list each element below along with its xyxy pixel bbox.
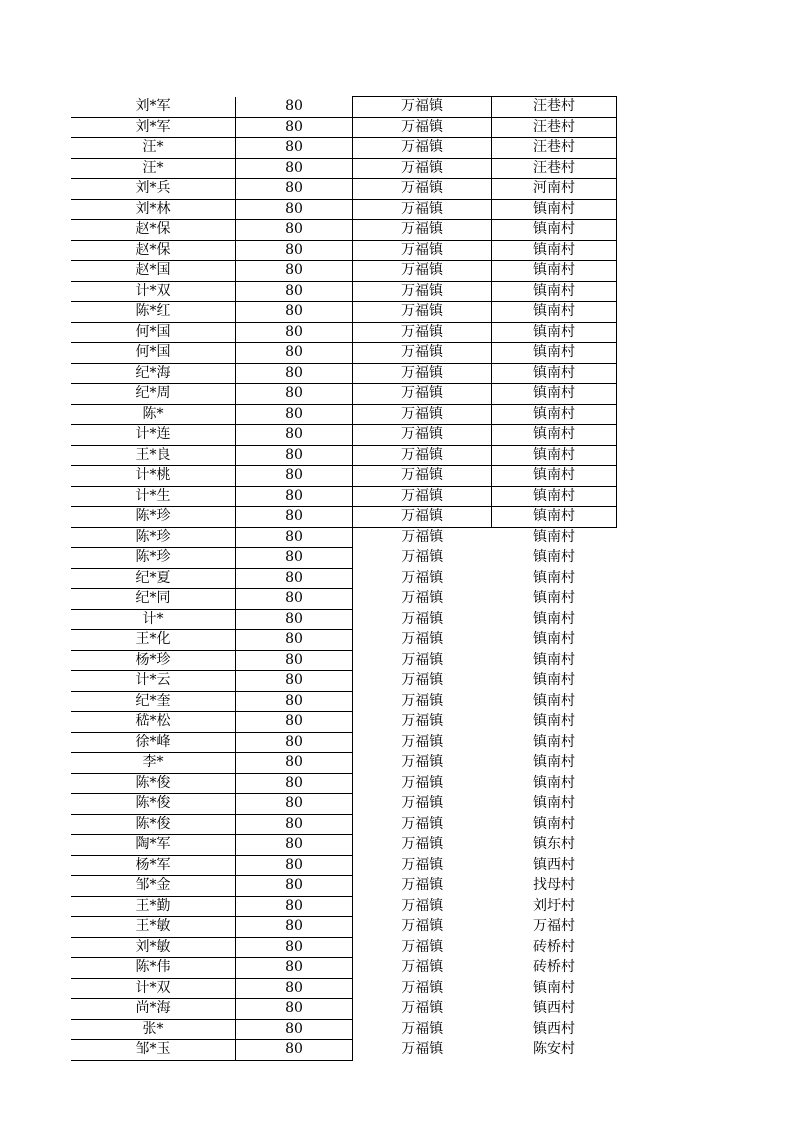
table-row	[71, 1019, 617, 1040]
amount-cell: 80	[236, 199, 353, 220]
village-cell: 万福村	[533, 918, 575, 935]
town-cell: 万福镇	[353, 363, 492, 384]
town-cell: 万福镇	[401, 713, 444, 730]
amount-cell: 80	[236, 609, 353, 630]
name-cell: 刘*兵	[71, 179, 236, 200]
village-cell: 砖桥村	[533, 938, 575, 955]
table-row	[71, 876, 617, 897]
village-cell: 汪巷村	[492, 138, 617, 159]
table-row	[71, 199, 617, 220]
name-cell: 赵*保	[71, 240, 236, 261]
town-cell: 万福镇	[401, 836, 444, 853]
amount-cell: 80	[236, 240, 353, 261]
table-row	[71, 425, 617, 446]
name-cell: 陈*俊	[71, 794, 236, 815]
village-cell: 镇南村	[533, 692, 575, 709]
table-row	[71, 999, 617, 1020]
name-cell: 陶*军	[71, 835, 236, 856]
village-cell: 镇南村	[533, 529, 575, 545]
village-cell: 镇南村	[492, 302, 617, 323]
amount-cell: 80	[236, 650, 353, 671]
table-row	[71, 814, 617, 835]
table-row	[71, 363, 617, 384]
name-cell: 赵*保	[71, 220, 236, 241]
table-row	[71, 404, 617, 425]
village-cell: 镇南村	[533, 610, 575, 627]
amount-cell: 80	[236, 671, 353, 692]
table-row	[71, 548, 617, 569]
name-cell: 邹*玉	[71, 1040, 236, 1061]
town-cell: 万福镇	[353, 97, 492, 118]
village-cell: 镇西村	[533, 856, 575, 873]
amount-cell: 80	[236, 261, 353, 282]
town-cell: 万福镇	[401, 754, 444, 771]
table-row	[71, 384, 617, 405]
village-cell: 镇南村	[492, 322, 617, 343]
table-row	[71, 589, 617, 610]
name-cell: 李*	[71, 753, 236, 774]
amount-cell: 80	[236, 978, 353, 999]
village-cell: 砖桥村	[533, 959, 575, 976]
village-cell: 镇南村	[533, 713, 575, 730]
table-row	[71, 896, 617, 917]
town-cell: 万福镇	[353, 466, 492, 487]
table-row	[71, 97, 617, 118]
town-cell: 万福镇	[401, 1000, 444, 1017]
name-cell: 张*	[71, 1019, 236, 1040]
table-row	[71, 671, 617, 692]
village-cell: 汪巷村	[492, 97, 617, 118]
amount-cell: 80	[236, 466, 353, 487]
village-cell: 镇南村	[533, 815, 575, 832]
amount-cell: 80	[236, 753, 353, 774]
table-row	[71, 835, 617, 856]
town-cell: 万福镇	[401, 672, 444, 689]
village-cell: 镇南村	[533, 979, 575, 996]
name-cell: 王*良	[71, 445, 236, 466]
table-row	[71, 1040, 617, 1061]
town-cell: 万福镇	[353, 220, 492, 241]
village-cell: 镇南村	[492, 486, 617, 507]
town-cell: 万福镇	[401, 590, 444, 607]
town-cell: 万福镇	[353, 507, 492, 528]
table-row	[71, 609, 617, 630]
name-cell: 陈*俊	[71, 814, 236, 835]
amount-cell: 80	[236, 794, 353, 815]
amount-cell: 80	[236, 835, 353, 856]
name-cell: 何*国	[71, 343, 236, 364]
village-cell: 刘圩村	[533, 897, 575, 914]
village-cell: 镇南村	[533, 754, 575, 771]
amount-cell: 80	[236, 117, 353, 138]
amount-cell: 80	[236, 1040, 353, 1061]
table-row	[71, 753, 617, 774]
town-cell: 万福镇	[353, 138, 492, 159]
village-cell: 镇南村	[492, 404, 617, 425]
village-cell: 镇南村	[533, 795, 575, 812]
village-cell: 镇南村	[492, 384, 617, 405]
name-cell: 计*连	[71, 425, 236, 446]
town-cell: 万福镇	[353, 261, 492, 282]
amount-cell: 80	[236, 343, 353, 364]
data-table	[71, 96, 617, 1061]
town-cell: 万福镇	[353, 425, 492, 446]
table-row	[71, 322, 617, 343]
village-cell: 镇南村	[492, 363, 617, 384]
amount-cell: 80	[236, 896, 353, 917]
name-cell: 纪*同	[71, 589, 236, 610]
amount-cell: 80	[236, 630, 353, 651]
table-row	[71, 773, 617, 794]
village-cell: 镇南村	[492, 220, 617, 241]
amount-cell: 80	[236, 507, 353, 528]
town-cell: 万福镇	[401, 979, 444, 996]
village-cell: 镇南村	[492, 261, 617, 282]
amount-cell: 80	[236, 876, 353, 897]
amount-cell: 80	[236, 814, 353, 835]
amount-cell: 80	[236, 486, 353, 507]
name-cell: 计*桃	[71, 466, 236, 487]
town-cell: 万福镇	[401, 529, 444, 545]
name-cell: 陈*珍	[71, 507, 236, 528]
amount-cell: 80	[236, 404, 353, 425]
table-row	[71, 158, 617, 179]
name-cell: 王*化	[71, 630, 236, 651]
name-cell: 计*双	[71, 281, 236, 302]
table-row	[71, 794, 617, 815]
town-cell: 万福镇	[401, 1020, 444, 1037]
name-cell: 徐*峰	[71, 732, 236, 753]
table-row	[71, 343, 617, 364]
amount-cell: 80	[236, 917, 353, 938]
village-cell: 镇南村	[492, 425, 617, 446]
name-cell: 刘*军	[71, 117, 236, 138]
table-row	[71, 712, 617, 733]
name-cell: 嵇*松	[71, 712, 236, 733]
amount-cell: 80	[236, 712, 353, 733]
amount-cell: 80	[236, 732, 353, 753]
amount-cell: 80	[236, 138, 353, 159]
amount-cell: 80	[236, 363, 353, 384]
table-row	[71, 220, 617, 241]
amount-cell: 80	[236, 691, 353, 712]
town-cell: 万福镇	[401, 1041, 444, 1058]
name-cell: 纪*奎	[71, 691, 236, 712]
town-cell: 万福镇	[401, 569, 444, 586]
table-row	[71, 568, 617, 589]
village-cell: 镇南村	[492, 466, 617, 487]
village-cell: 镇南村	[492, 343, 617, 364]
name-cell: 王*敏	[71, 917, 236, 938]
table-row	[71, 138, 617, 159]
table-row	[71, 281, 617, 302]
amount-cell: 80	[236, 158, 353, 179]
table-row	[71, 732, 617, 753]
town-cell: 万福镇	[353, 240, 492, 261]
town-cell: 万福镇	[353, 322, 492, 343]
town-cell: 万福镇	[401, 959, 444, 976]
village-cell: 镇南村	[533, 631, 575, 648]
amount-cell: 80	[236, 1019, 353, 1040]
town-cell: 万福镇	[353, 199, 492, 220]
amount-cell: 80	[236, 999, 353, 1020]
amount-cell: 80	[236, 773, 353, 794]
amount-cell: 80	[236, 958, 353, 979]
amount-cell: 80	[236, 220, 353, 241]
village-cell: 镇南村	[533, 549, 575, 566]
name-cell: 陈*红	[71, 302, 236, 323]
name-cell: 邹*金	[71, 876, 236, 897]
table-body	[71, 97, 617, 1061]
table-row	[71, 117, 617, 138]
name-cell: 汪*	[71, 138, 236, 159]
table-row	[71, 958, 617, 979]
amount-cell: 80	[236, 937, 353, 958]
town-cell: 万福镇	[401, 733, 444, 750]
village-cell: 镇南村	[533, 590, 575, 607]
table-row	[71, 302, 617, 323]
name-cell: 纪*周	[71, 384, 236, 405]
village-cell: 镇西村	[533, 1020, 575, 1037]
amount-cell: 80	[236, 97, 353, 118]
table-row	[71, 261, 617, 282]
amount-cell: 80	[236, 548, 353, 569]
town-cell: 万福镇	[401, 795, 444, 812]
name-cell: 尚*海	[71, 999, 236, 1020]
table-row	[71, 445, 617, 466]
town-cell: 万福镇	[353, 281, 492, 302]
name-cell: 赵*国	[71, 261, 236, 282]
name-cell: 汪*	[71, 158, 236, 179]
town-cell: 万福镇	[353, 343, 492, 364]
village-cell: 汪巷村	[492, 117, 617, 138]
name-cell: 何*国	[71, 322, 236, 343]
town-cell: 万福镇	[353, 384, 492, 405]
name-cell: 陈*伟	[71, 958, 236, 979]
name-cell: 刘*军	[71, 97, 236, 118]
name-cell: 杨*军	[71, 855, 236, 876]
table-row	[71, 630, 617, 651]
name-cell: 陈*珍	[71, 527, 236, 548]
table-row	[71, 507, 617, 528]
amount-cell: 80	[236, 855, 353, 876]
village-cell: 镇南村	[492, 281, 617, 302]
amount-cell: 80	[236, 179, 353, 200]
village-cell: 镇西村	[533, 1000, 575, 1017]
name-cell: 刘*敏	[71, 937, 236, 958]
name-cell: 纪*夏	[71, 568, 236, 589]
name-cell: 陈*	[71, 404, 236, 425]
town-cell: 万福镇	[401, 815, 444, 832]
town-cell: 万福镇	[353, 302, 492, 323]
table-row	[71, 486, 617, 507]
name-cell: 纪*海	[71, 363, 236, 384]
village-cell: 汪巷村	[492, 158, 617, 179]
town-cell: 万福镇	[353, 445, 492, 466]
village-cell: 镇东村	[533, 836, 575, 853]
town-cell: 万福镇	[401, 877, 444, 894]
town-cell: 万福镇	[401, 610, 444, 627]
name-cell: 计*云	[71, 671, 236, 692]
amount-cell: 80	[236, 302, 353, 323]
town-cell: 万福镇	[401, 549, 444, 566]
table-row	[71, 978, 617, 999]
village-cell: 镇南村	[533, 569, 575, 586]
town-cell: 万福镇	[401, 651, 444, 668]
table-row	[71, 179, 617, 200]
village-cell: 镇南村	[492, 240, 617, 261]
village-cell: 镇南村	[533, 733, 575, 750]
town-cell: 万福镇	[353, 158, 492, 179]
town-cell: 万福镇	[353, 117, 492, 138]
town-cell: 万福镇	[401, 938, 444, 955]
table-row	[71, 466, 617, 487]
village-cell: 镇南村	[492, 507, 617, 528]
village-cell: 陈安村	[533, 1041, 575, 1058]
table-row	[71, 937, 617, 958]
town-cell: 万福镇	[401, 774, 444, 791]
table-row	[71, 855, 617, 876]
town-cell: 万福镇	[401, 918, 444, 935]
village-cell: 镇南村	[492, 445, 617, 466]
amount-cell: 80	[236, 589, 353, 610]
name-cell: 计*生	[71, 486, 236, 507]
table-row	[71, 650, 617, 671]
name-cell: 王*勤	[71, 896, 236, 917]
village-cell: 找母村	[533, 877, 575, 894]
village-cell: 镇南村	[533, 774, 575, 791]
village-cell: 镇南村	[492, 199, 617, 220]
table-row	[71, 691, 617, 712]
amount-cell: 80	[236, 425, 353, 446]
village-cell: 镇南村	[533, 651, 575, 668]
town-cell: 万福镇	[353, 486, 492, 507]
table-row	[71, 917, 617, 938]
amount-cell: 80	[236, 568, 353, 589]
name-cell: 计*	[71, 609, 236, 630]
amount-cell: 80	[236, 384, 353, 405]
amount-cell: 80	[236, 527, 353, 548]
town-cell: 万福镇	[401, 897, 444, 914]
name-cell: 陈*珍	[71, 548, 236, 569]
town-cell: 万福镇	[353, 404, 492, 425]
table-row	[71, 240, 617, 261]
name-cell: 陈*俊	[71, 773, 236, 794]
amount-cell: 80	[236, 281, 353, 302]
table-row	[71, 527, 617, 548]
town-cell: 万福镇	[401, 631, 444, 648]
name-cell: 计*双	[71, 978, 236, 999]
town-cell: 万福镇	[353, 179, 492, 200]
amount-cell: 80	[236, 322, 353, 343]
name-cell: 刘*林	[71, 199, 236, 220]
town-cell: 万福镇	[401, 856, 444, 873]
village-cell: 河南村	[492, 179, 617, 200]
name-cell: 杨*珍	[71, 650, 236, 671]
town-cell: 万福镇	[401, 692, 444, 709]
amount-cell: 80	[236, 445, 353, 466]
village-cell: 镇南村	[533, 672, 575, 689]
